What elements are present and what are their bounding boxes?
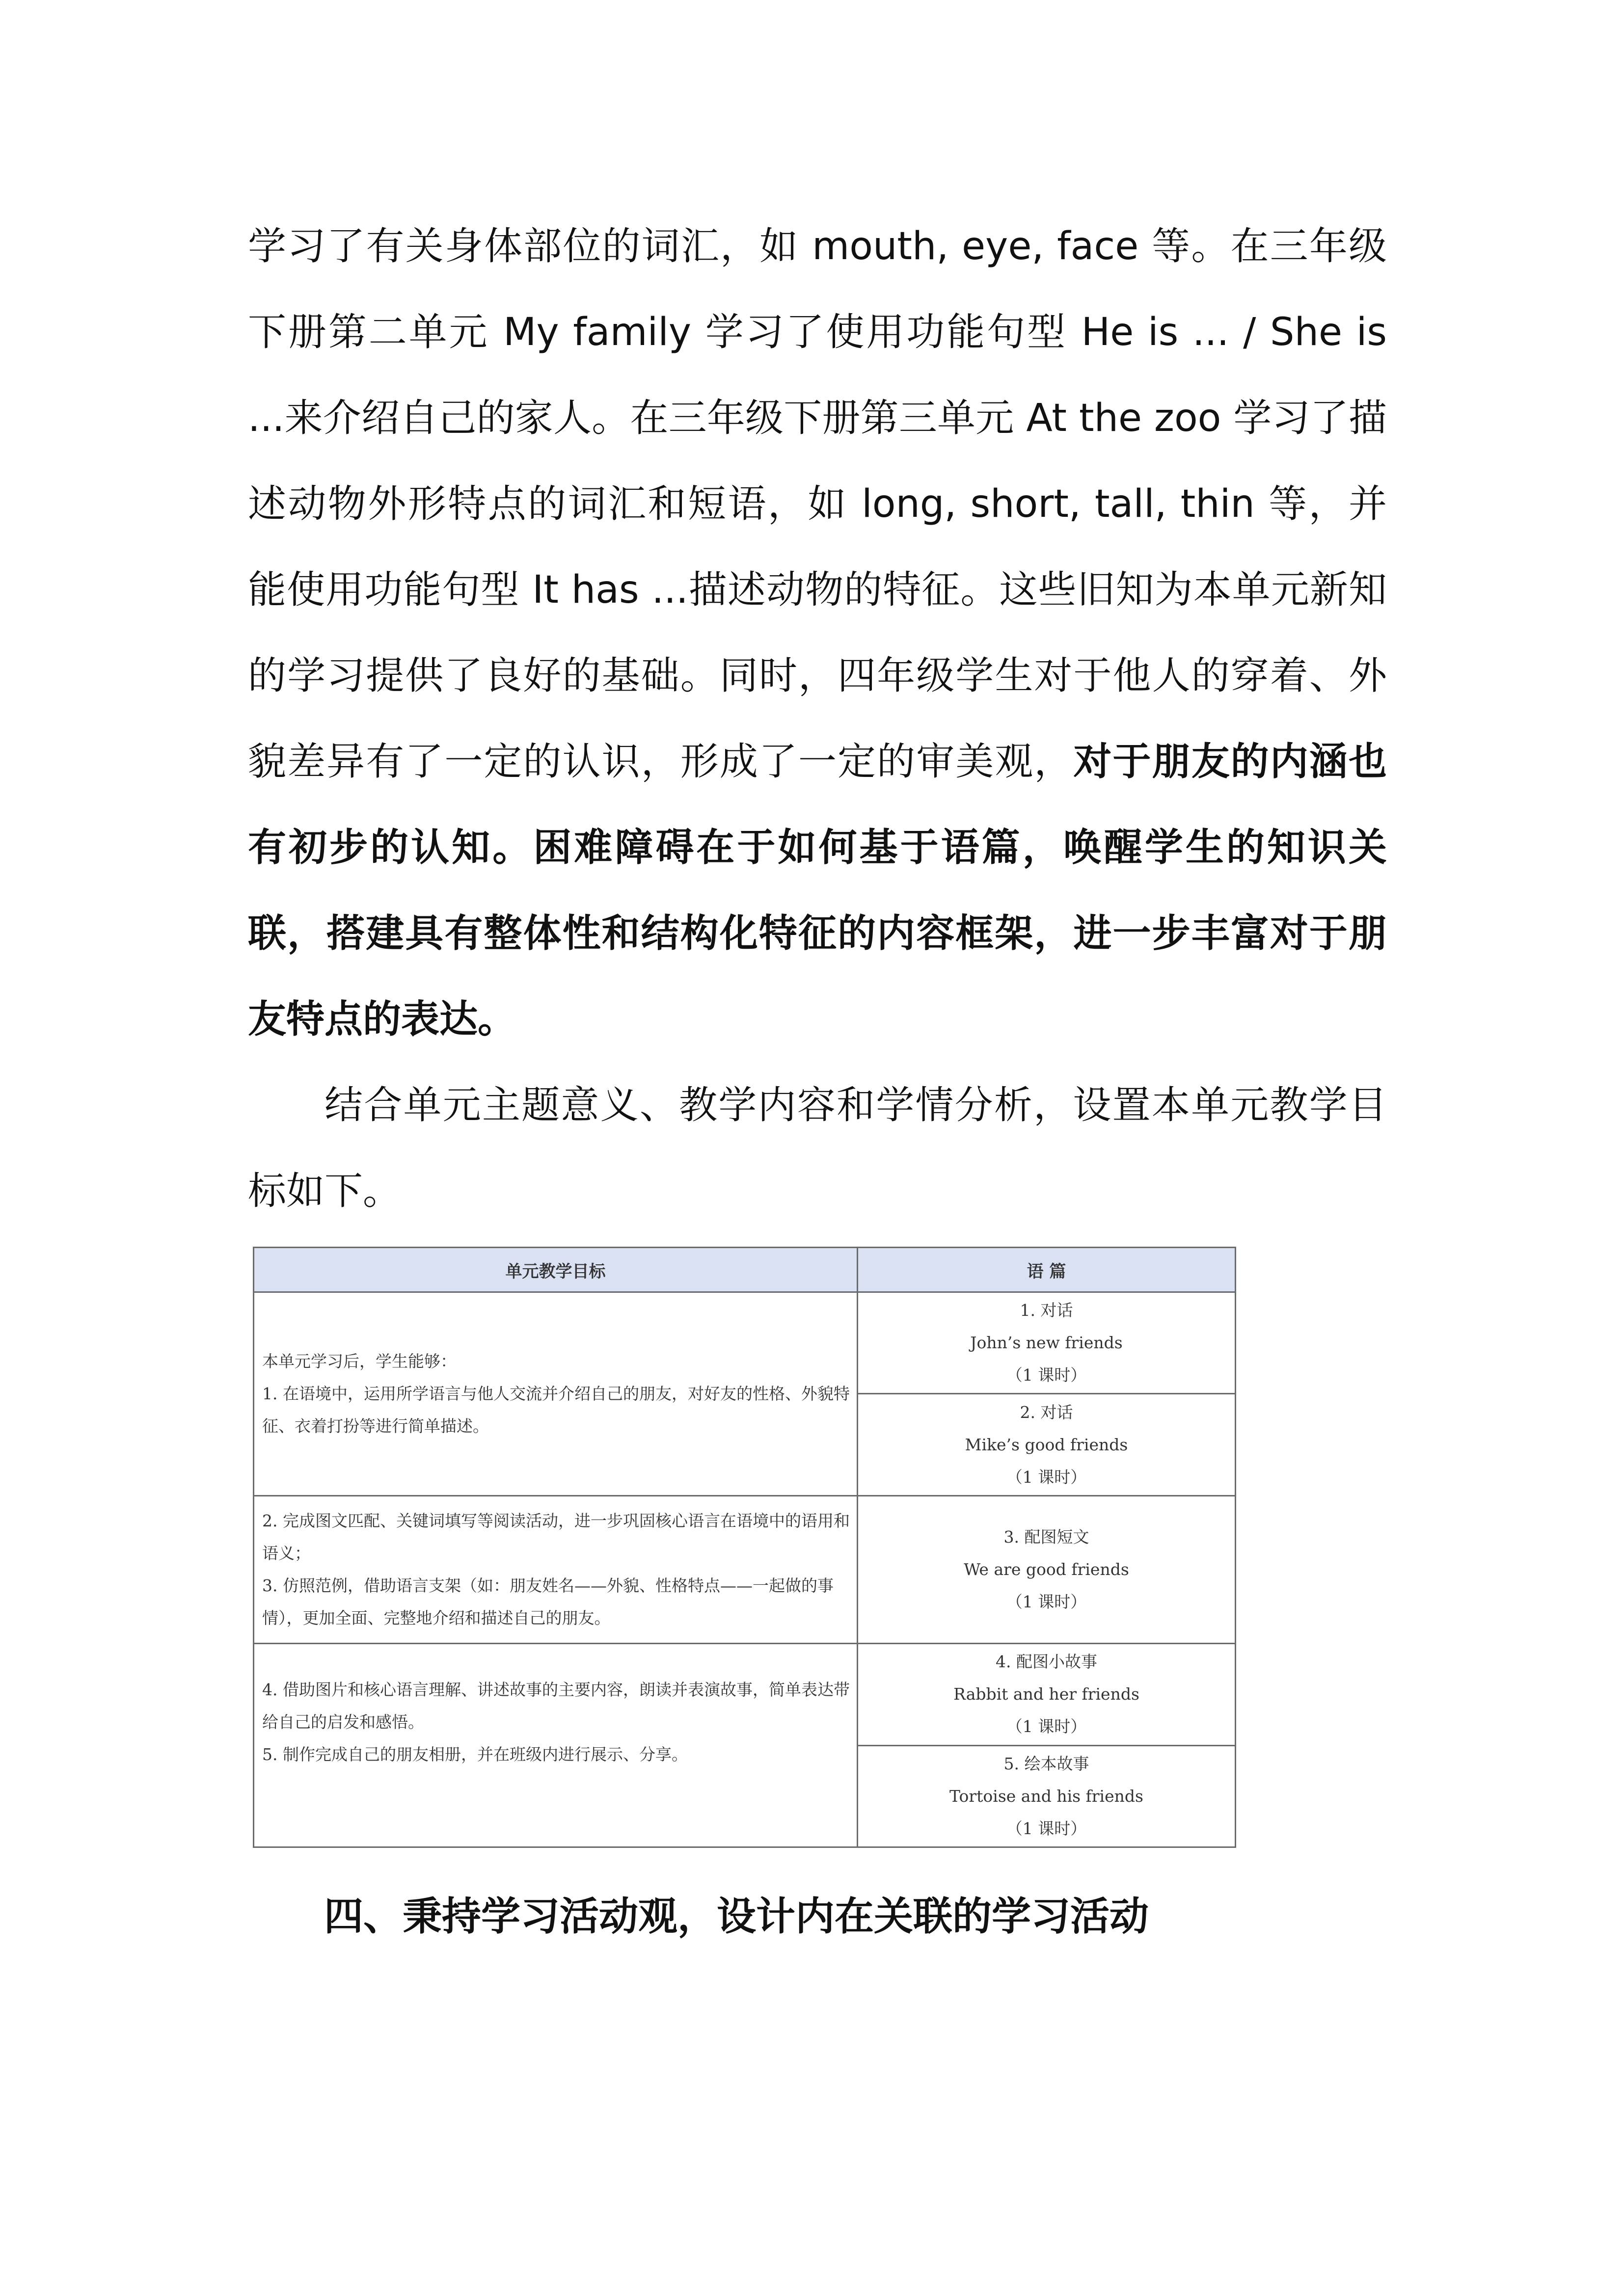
- passage-type: 4. 配图小故事: [996, 1652, 1097, 1672]
- passage-cell: [858, 1644, 1236, 1745]
- table-row: [254, 1644, 1236, 1745]
- passage-cell: [858, 1394, 1236, 1495]
- paragraph-plain-text: 学习了有关身体部位的词汇，如 mouth, eye, face 等。在三年级下册第二单元 My family 学习了使用功能句型 He is ... / She is ...来介绍自己的家人。在三年级下册第三单元 At the zoo 学习了描述动物外形特点的词汇和短语，如 long, short, tall, thin 等，并能使用功能句型 It has ...描述动物的特征。这些旧知为本单元新知的学习提供了良好的基础。同时，四年级学生对于他人的穿着、外貌差异有了一定的认识，形成了一定的审美观，: [248, 224, 1387, 784]
- passage-hours: （1 课时）: [1006, 1818, 1087, 1838]
- header-passage: 语 篇: [858, 1248, 1236, 1292]
- table-header-row: [254, 1248, 1236, 1292]
- goal-line: 3. 仿照范例，借助语言支架（如：朋友姓名——外貌、性格特点——一起做的事情），更加全面、完整地介绍和描述自己的朋友。: [262, 1575, 834, 1628]
- passage-hours: （1 课时）: [1006, 1717, 1087, 1736]
- passage-title: We are good friends: [964, 1559, 1129, 1579]
- passage-title: Tortoise and his friends: [949, 1786, 1143, 1806]
- table-row: [254, 1495, 1236, 1643]
- goal-line: 本单元学习后，学生能够：: [262, 1351, 457, 1371]
- passage-type: 2. 对话: [1020, 1402, 1073, 1422]
- passage-cell: [858, 1745, 1236, 1847]
- goal-cell: [254, 1495, 858, 1643]
- passage-hours: （1 课时）: [1006, 1592, 1087, 1611]
- goal-line: 1. 在语境中，运用所学语言与他人交流并介绍自己的朋友，对好友的性格、外貌特征、衣着打扮等进行简单描述。: [262, 1384, 850, 1436]
- table-row: [254, 1292, 1236, 1394]
- passage-cell: [858, 1495, 1236, 1643]
- passage-type: 5. 绘本故事: [1003, 1754, 1089, 1773]
- goal-line: 4. 借助图片和核心语言理解、讲述故事的主要内容，朗读并表演故事，简单表达带给自己的启发和感悟。: [262, 1680, 850, 1732]
- paragraph-learner-analysis: [248, 204, 1387, 1063]
- header-unit-goals: 单元教学目标: [254, 1248, 858, 1292]
- goal-line: 2. 完成图文匹配、关键词填写等阅读活动，进一步巩固核心语言在语境中的语用和语义；: [262, 1511, 850, 1563]
- passage-type: 3. 配图短文: [1003, 1527, 1089, 1547]
- passage-title: John’s new friends: [970, 1333, 1123, 1353]
- section-title: 秉持学习活动观，设计内在关联的学习活动: [403, 1894, 1149, 1939]
- goal-cell: [254, 1644, 858, 1847]
- section-number: 四、: [324, 1894, 403, 1939]
- goal-cell: [254, 1292, 858, 1496]
- paragraph-bold-text: 对于朋友的内涵也有初步的认知。困难障碍在于如何基于语篇，唤醒学生的知识关联，搭建具有整体性和结构化特征的内容框架，进一步丰富对于朋友特点的表达。: [248, 740, 1387, 1041]
- passage-type: 1. 对话: [1020, 1301, 1073, 1320]
- passage-hours: （1 课时）: [1006, 1365, 1087, 1385]
- passage-title: Rabbit and her friends: [953, 1684, 1139, 1704]
- passage-cell: [858, 1292, 1236, 1394]
- passage-hours: （1 课时）: [1006, 1467, 1087, 1487]
- paragraph-goal-intro: 结合单元主题意义、教学内容和学情分析，设置本单元教学目标如下。: [248, 1083, 1387, 1213]
- body-text: [248, 204, 1387, 1234]
- passage-title: Mike’s good friends: [965, 1435, 1128, 1454]
- section-heading: [324, 1880, 1149, 1953]
- unit-goals-table: [253, 1247, 1236, 1848]
- goal-line: 5. 制作完成自己的朋友相册，并在班级内进行展示、分享。: [262, 1745, 688, 1764]
